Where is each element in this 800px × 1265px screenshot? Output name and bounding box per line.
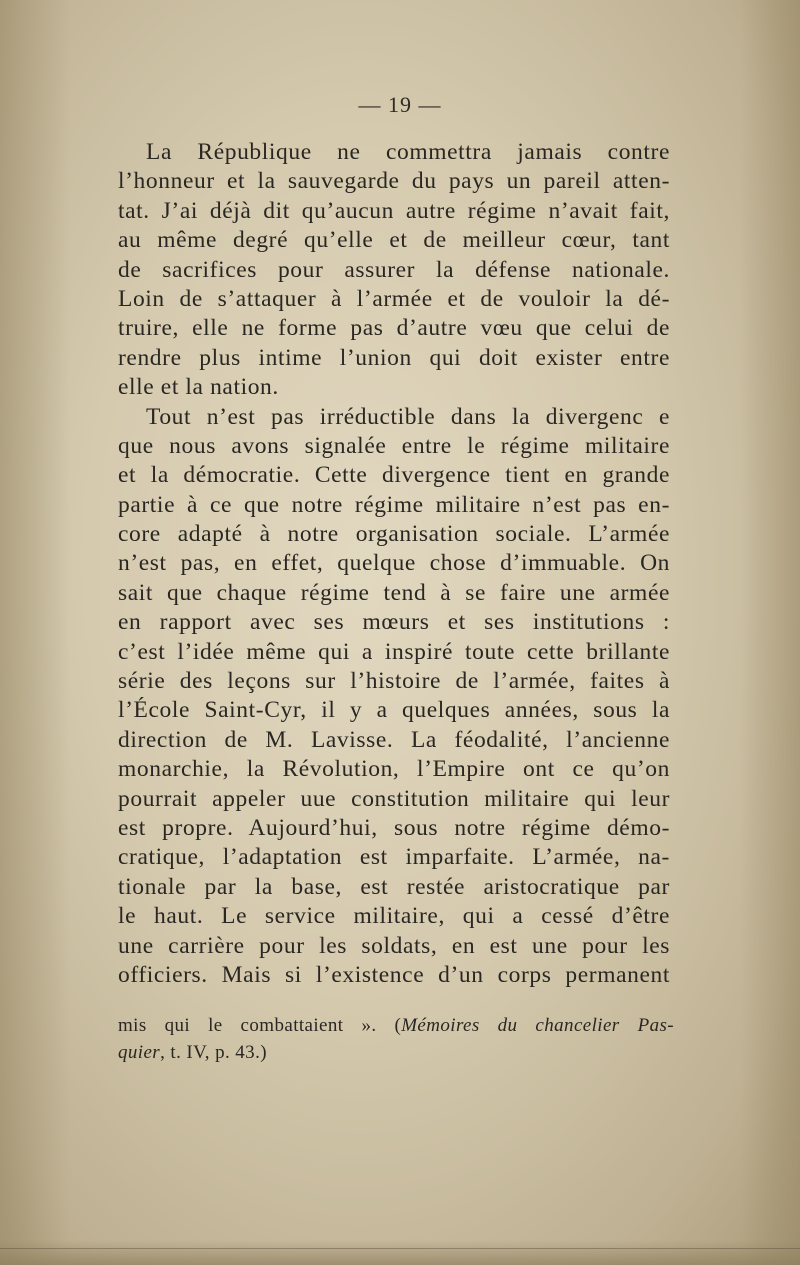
text-line: tionale par la base, est restée aristocratique par	[118, 873, 670, 900]
text-line: partie à ce que notre régime militaire n’est pas en-	[118, 491, 670, 518]
text-line: le haut. Le service militaire, qui a cessé d’être	[118, 903, 670, 930]
paragraph-2	[118, 403, 670, 991]
footnote-reference: , t. IV, p. 43.)	[160, 1042, 267, 1063]
page-shadow-left	[0, 0, 70, 1265]
text-line: La République ne commettra jamais contre	[146, 139, 670, 165]
text-line: au même degré qu’elle et de meilleur cœur, tant	[118, 227, 670, 254]
text-line: truire, elle ne forme pas d’autre vœu que celui de	[118, 315, 670, 342]
text-line: monarchie, la Révolution, l’Empire ont ce qu’on	[118, 756, 670, 783]
text-line: elle et la nation.	[118, 374, 279, 401]
footnote-citation-title: quier	[118, 1042, 161, 1063]
text-line: n’est pas, en effet, quelque chose d’immuable. On	[118, 550, 670, 577]
text-line: officiers. Mais si l’existence d’un corps permanent	[118, 961, 670, 988]
footnote-citation-title: Mémoires du chancelier Pas-	[401, 1015, 674, 1036]
page-bottom-edge	[0, 1248, 800, 1249]
text-line: cratique, l’adaptation est imparfaite. L’armée, na-	[118, 844, 670, 871]
text-line: l’École Saint-Cyr, il y a quelques années, sous la	[118, 697, 670, 724]
text-line: est propre. Aujourd’hui, sous notre régime démo-	[118, 814, 670, 841]
text-line: et la démocratie. Cette divergence tient en grande	[118, 462, 670, 489]
text-line: Loin de s’attaquer à l’armée et de vouloir la dé-	[118, 285, 670, 312]
text-line: sait que chaque régime tend à se faire une armée	[118, 579, 670, 606]
paragraph-1	[118, 138, 670, 403]
page-number: — 19 —	[358, 92, 442, 117]
footnote	[118, 1012, 674, 1066]
text-line: en rapport avec ses mœurs et ses institutions :	[118, 609, 670, 636]
text-line: que nous avons signalée entre le régime militaire	[118, 432, 670, 459]
footnote-line-2	[118, 1039, 674, 1066]
text-line: l’honneur et la sauvegarde du pays un pareil atten-	[118, 168, 670, 195]
text-line: série des leçons sur l’histoire de l’armée, faites à	[118, 668, 670, 695]
text-line: rendre plus intime l’union qui doit exister entre	[118, 344, 670, 371]
text-line: c’est l’idée même qui a inspiré toute cette brillante	[118, 638, 670, 665]
text-line: pourrait appeler uue constitution militaire qui leur	[118, 785, 670, 812]
text-line: Tout n’est pas irréductible dans la divergenc e	[146, 403, 670, 430]
text-line: une carrière pour les soldats, en est une pour les	[118, 932, 670, 959]
page-shadow-right	[740, 0, 800, 1265]
footnote-line-1	[118, 1012, 674, 1039]
page-shadow-bottom	[0, 1240, 800, 1265]
text-line: de sacrifices pour assurer la défense nationale.	[118, 256, 670, 283]
footnote-text: mis qui le combattaient ». (	[118, 1015, 402, 1036]
text-line: core adapté à notre organisation sociale. L’armée	[118, 521, 670, 548]
text-line: tat. J’ai déjà dit qu’aucun autre régime n’avait fait,	[118, 197, 670, 224]
main-text	[118, 138, 670, 990]
text-line: direction de M. Lavisse. La féodalité, l’ancienne	[118, 726, 670, 753]
